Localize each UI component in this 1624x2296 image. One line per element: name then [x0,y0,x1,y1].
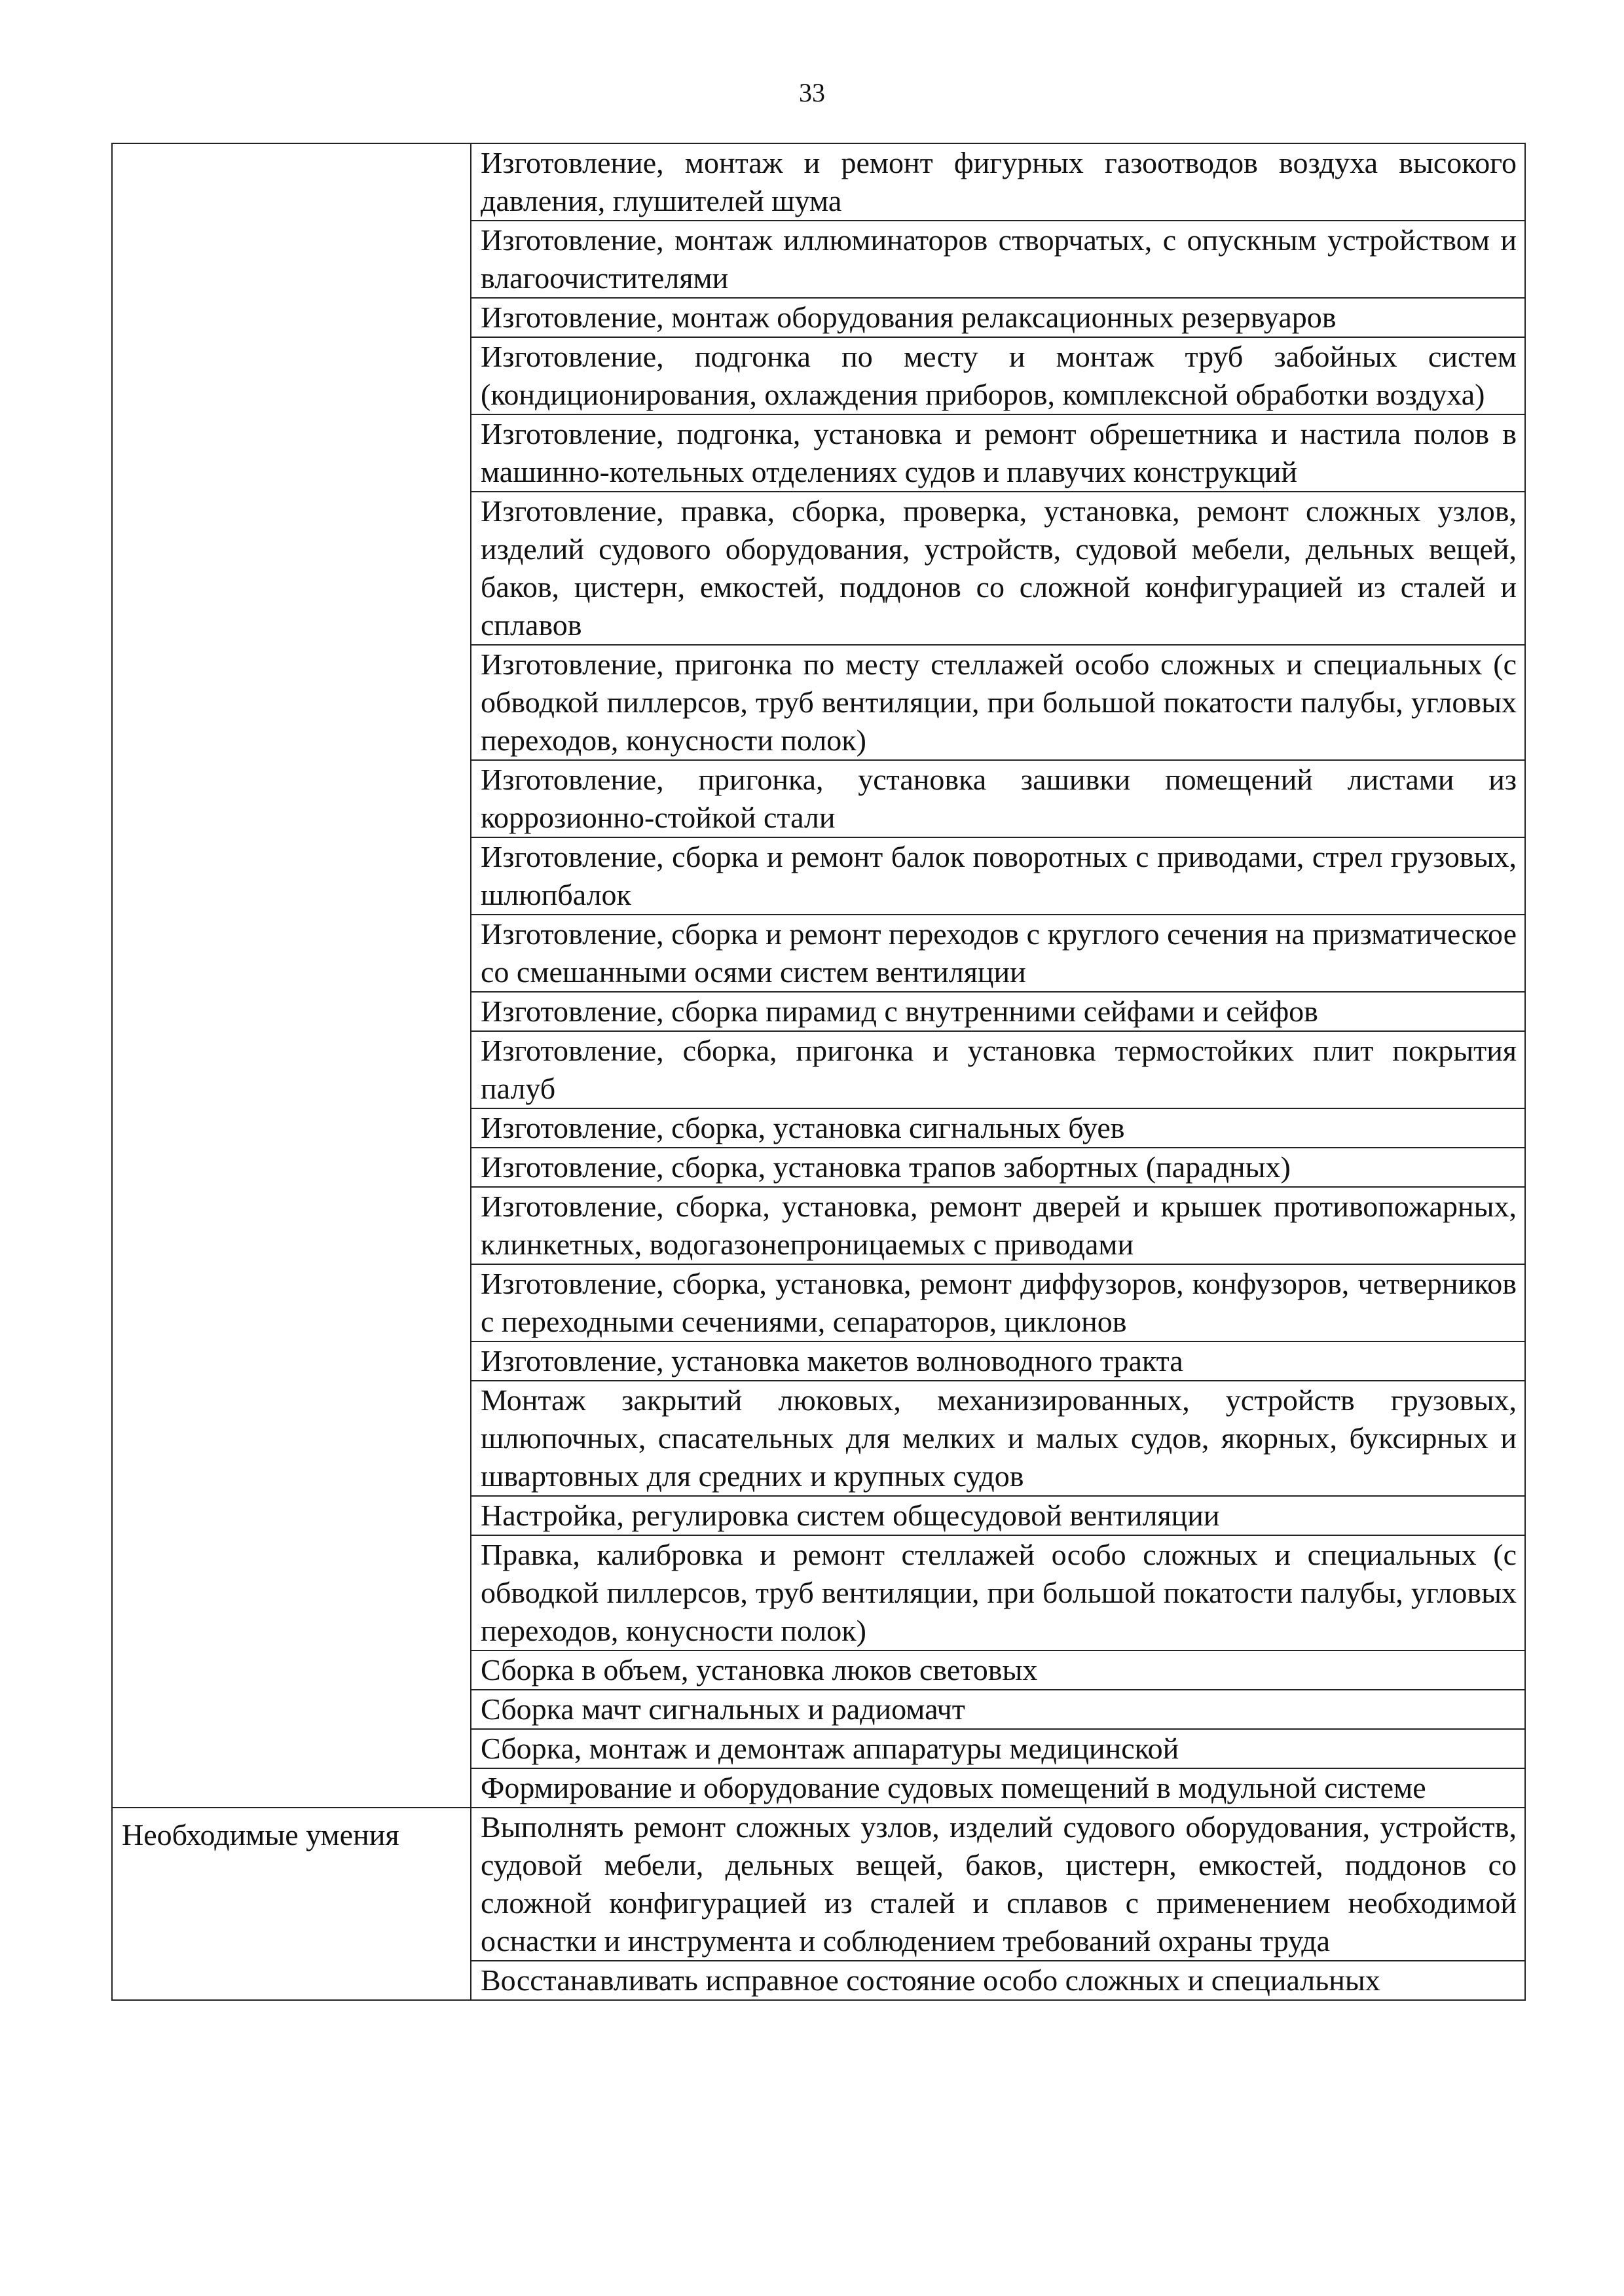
work-item-cell: Изготовление, сборка, пригонка и установка термостойких плит покрытия палуб [471,1031,1525,1108]
work-item-cell: Изготовление, сборка, установка, ремонт диффузоров, конфузоров, четверников с переходными сечениями, сепараторов, циклонов [471,1264,1525,1341]
work-item-cell: Изготовление, правка, сборка, проверка, установка, ремонт сложных узлов, изделий судового оборудования, устройств, судовой мебели, дельных вещей, баков, цистерн, емкостей, поддонов со сложной конфигурацией из сталей и сплавов [471,492,1525,645]
work-item-cell: Изготовление, подгонка, установка и ремонт обрешетника и настила полов в машинно-котельных отделениях судов и плавучих конструкций [471,414,1525,492]
work-item-cell: Изготовление, сборка пирамид с внутренними сейфами и сейфов [471,992,1525,1031]
page-number: 33 [799,78,825,107]
work-item-cell: Изготовление, установка макетов волноводного тракта [471,1341,1525,1381]
work-item-cell: Формирование и оборудование судовых помещений в модульной системе [471,1768,1525,1808]
work-item-cell: Изготовление, монтаж и ремонт фигурных газоотводов воздуха высокого давления, глушителей шума [471,143,1525,221]
work-item-cell: Изготовление, сборка, установка, ремонт дверей и крышек противопожарных, клинкетных, водогазонепроницаемых с приводами [471,1187,1525,1264]
skills-label-cell: Необходимые умения [112,1808,471,2000]
work-item-cell: Настройка, регулировка систем общесудовой вентиляции [471,1496,1525,1535]
work-item-cell: Изготовление, сборка и ремонт переходов с круглого сечения на призматическое со смешанными осями систем вентиляции [471,915,1525,992]
skill-item-cell: Восстанавливать исправное состояние особо сложных и специальных [471,1961,1525,2000]
work-item-cell: Сборка мачт сигнальных и радиомачт [471,1690,1525,1729]
work-item-cell: Сборка в объем, установка люков световых [471,1650,1525,1690]
section-label-cell [112,143,471,1808]
requirements-table [111,143,1526,2001]
work-item-cell: Изготовление, пригонка, установка зашивки помещений листами из коррозионно-стойкой стали [471,760,1525,837]
work-item-cell: Изготовление, монтаж оборудования релаксационных резервуаров [471,298,1525,337]
skill-item-cell: Выполнять ремонт сложных узлов, изделий судового оборудования, устройств, судовой мебели, дельных вещей, баков, цистерн, емкостей, поддонов со сложной конфигурацией из сталей и сплавов с применением необходимой оснастки и инструмента и соблюдением требований охраны труда [471,1808,1525,1961]
table-row [112,143,1525,221]
work-item-cell: Изготовление, монтаж иллюминаторов створчатых, с опускным устройством и влагоочистителями [471,221,1525,298]
work-item-cell: Изготовление, подгонка по месту и монтаж труб забойных систем (кондиционирования, охлаждения приборов, комплексной обработки воздуха) [471,337,1525,414]
work-item-cell: Изготовление, сборка и ремонт балок поворотных с приводами, стрел грузовых, шлюпбалок [471,837,1525,915]
work-item-cell: Изготовление, пригонка по месту стеллажей особо сложных и специальных (с обводкой пиллерсов, труб вентиляции, при большой покатости палубы, угловых переходов, конусности полок) [471,645,1525,760]
work-item-cell: Сборка, монтаж и демонтаж аппаратуры медицинской [471,1729,1525,1768]
table-row [112,1808,1525,1961]
work-item-cell: Изготовление, сборка, установка сигнальных буев [471,1108,1525,1148]
table-body [112,143,1525,2000]
work-item-cell: Монтаж закрытий люковых, механизированных, устройств грузовых, шлюпочных, спасательных для мелких и малых судов, якорных, буксирных и швартовных для средних и крупных судов [471,1381,1525,1496]
work-item-cell: Изготовление, сборка, установка трапов забортных (парадных) [471,1148,1525,1187]
work-item-cell: Правка, калибровка и ремонт стеллажей особо сложных и специальных (с обводкой пиллерсов, труб вентиляции, при большой покатости палубы, угловых переходов, конусности полок) [471,1535,1525,1650]
